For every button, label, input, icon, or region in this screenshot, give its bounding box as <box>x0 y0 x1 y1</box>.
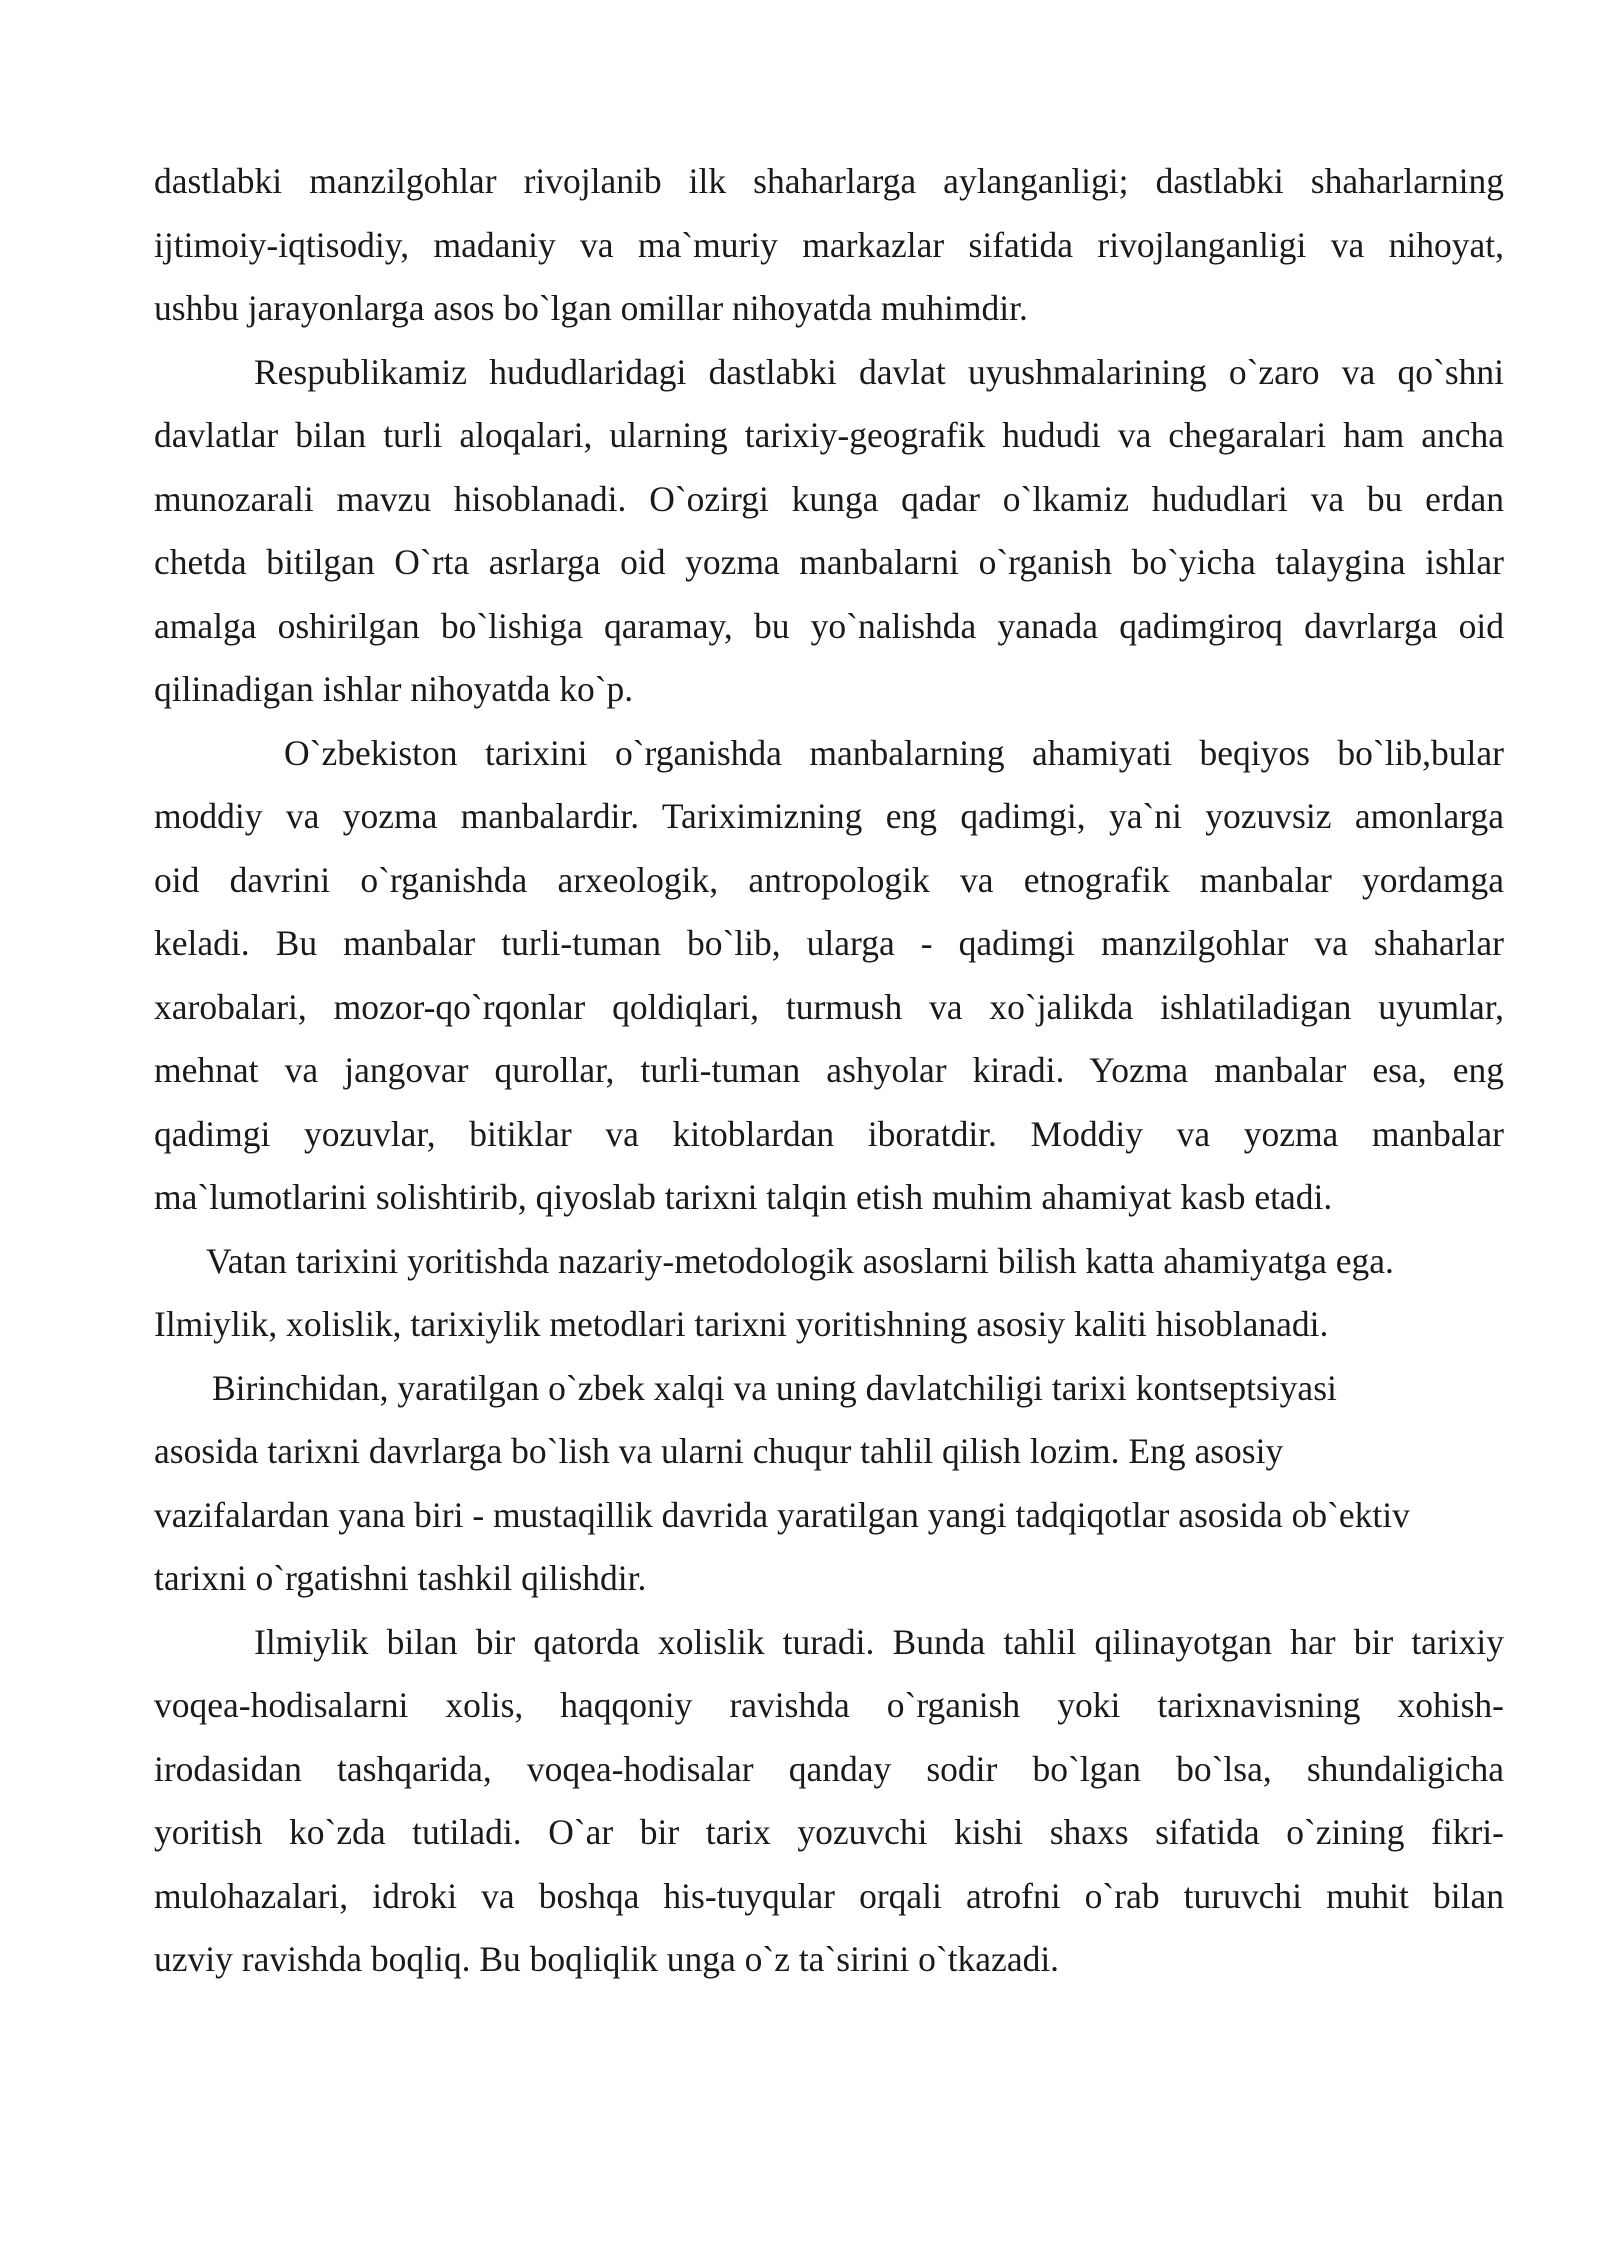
text-line: asosida tarixni davrlarga bo`lish va ularni chuqur tahlil qilish lozim. Eng asosiy <box>154 1431 1284 1471</box>
text-line: Vatan tarixini yoritishda nazariy-metodologik asoslarni bilish katta ahamiyatga ega. <box>206 1240 1394 1281</box>
text-line: yoritish ko`zda tutiladi. O`ar bir tarix yozuvchi kishi shaxs sifatida o`zining fikri- <box>154 1812 1504 1852</box>
text-line: munozarali mavzu hisoblanadi. O`ozirgi kunga qadar o`lkamiz hududlari va bu erdan <box>154 478 1504 519</box>
text-line: Respublikamiz hududlaridagi dastlabki davlat uyushmalarining o`zaro va qo`shni <box>254 351 1504 392</box>
text-line: Birinchidan, yaratilgan o`zbek xalqi va uning davlatchiligi tarixi kontseptsiyasi <box>212 1367 1337 1408</box>
text-line: Ilmiylik bilan bir qatorda xolislik turadi. Bunda tahlil qilinayotgan har bir tarixiy <box>254 1621 1504 1662</box>
paragraph-2 <box>154 341 1504 722</box>
text-line: ijtimoiy-iqtisodiy, madaniy va ma`muriy markazlar sifatida rivojlanganligi va nihoyat, <box>154 224 1504 265</box>
text-line: davlatlar bilan turli aloqalari, ularning tarixiy-geografik hududi va chegaralari ham ancha <box>154 415 1504 455</box>
paragraph-6 <box>154 1611 1504 1992</box>
text-line: ma`lumotlarini solishtirib, qiyoslab tarixni talqin etish muhim ahamiyat kasb etadi. <box>154 1177 1333 1217</box>
text-line: mehnat va jangovar qurollar, turli-tuman ashyolar kiradi. Yozma manbalar esa, eng <box>154 1050 1504 1090</box>
paragraph-1 <box>154 150 1504 341</box>
document-page <box>154 150 1504 1992</box>
text-line: xarobalari, mozor-qo`rqonlar qoldiqlari, turmush va xo`jalikda ishlatiladigan uyumlar, <box>154 986 1504 1027</box>
text-line: amalga oshirilgan bo`lishiga qaramay, bu yo`nalishda yanada qadimgiroq davrlarga oid <box>154 605 1504 646</box>
text-line: irodasidan tashqarida, voqea-hodisalar qanday sodir bo`lgan bo`lsa, shundaligicha <box>154 1748 1504 1789</box>
text-line: chetda bitilgan O`rta asrlarga oid yozma manbalarni o`rganish bo`yicha talaygina ishlar <box>154 542 1504 582</box>
text-line: uzviy ravishda boqliq. Bu boqliqlik unga o`z ta`sirini o`tkazadi. <box>154 1939 1060 1979</box>
text-line: O`zbekiston tarixini o`rganishda manbalarning ahamiyati beqiyos bo`lib,bular <box>284 732 1504 773</box>
text-line: qilinadigan ishlar nihoyatda ko`p. <box>154 669 634 709</box>
text-line: mulohazalari, idroki va boshqa his-tuyqular orqali atrofni o`rab turuvchi muhit bilan <box>154 1875 1504 1916</box>
paragraph-3 <box>154 722 1504 1230</box>
text-line: moddiy va yozma manbalardir. Tariximizning eng qadimgi, ya`ni yozuvsiz amonlarga <box>154 796 1504 836</box>
text-line: dastlabki manzilgohlar rivojlanib ilk shaharlarga aylanganligi; dastlabki shaharlarning <box>154 161 1504 201</box>
text-line: vazifalardan yana biri - mustaqillik davrida yaratilgan yangi tadqiqotlar asosida ob`ektiv <box>154 1494 1410 1535</box>
text-line: oid davrini o`rganishda arxeologik, antropologik va etnografik manbalar yordamga <box>154 859 1504 900</box>
text-line: Ilmiylik, xolislik, tarixiylik metodlari tarixni yoritishning asosiy kaliti hisoblanadi. <box>154 1304 1329 1344</box>
paragraph-4 <box>154 1230 1504 1357</box>
text-line: tarixni o`rgatishni tashkil qilishdir. <box>154 1558 647 1598</box>
paragraph-5 <box>154 1357 1504 1611</box>
text-line: keladi. Bu manbalar turli-tuman bo`lib, ularga - qadimgi manzilgohlar va shaharlar <box>154 923 1504 963</box>
text-line: qadimgi yozuvlar, bitiklar va kitoblardan iboratdir. Moddiy va yozma manbalar <box>154 1113 1504 1154</box>
text-line: voqea-hodisalarni xolis, haqqoniy ravishda o`rganish yoki tarixnavisning xohish- <box>154 1685 1504 1725</box>
text-line: ushbu jarayonlarga asos bo`lgan omillar nihoyatda muhimdir. <box>154 288 1028 328</box>
